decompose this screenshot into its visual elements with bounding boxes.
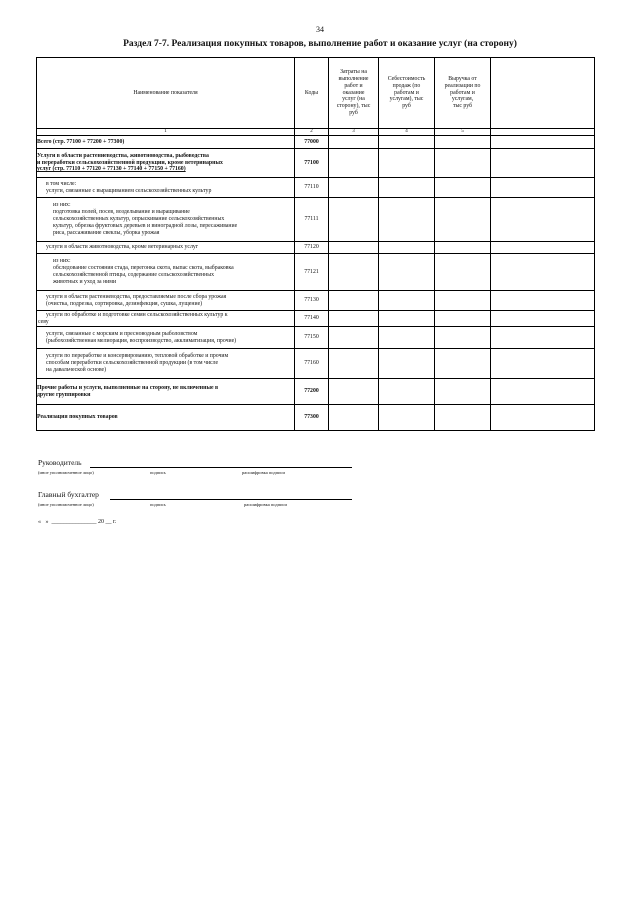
value-cell[interactable] (379, 379, 435, 405)
row-code: 77200 (295, 379, 329, 405)
table-row (37, 136, 595, 149)
row-name: Прочие работы и услуги, выполненные на сторону, не включенные в другие группировки (37, 379, 295, 405)
value-cell[interactable] (435, 405, 491, 431)
value-cell[interactable] (379, 349, 435, 379)
table-row (37, 379, 595, 405)
value-cell[interactable] (379, 327, 435, 349)
value-cell[interactable] (379, 291, 435, 311)
value-cell[interactable] (435, 291, 491, 311)
section-title: Раздел 7-7. Реализация покупных товаров, выполнение работ и оказание услуг (на сторону) (123, 39, 517, 49)
header-code: Коды (295, 58, 329, 129)
column-number: 4 (379, 129, 435, 136)
value-cell[interactable] (329, 136, 379, 149)
value-cell[interactable] (435, 242, 491, 254)
row-name: услуги в области животноводства, кроме ветеринарных услуг (37, 242, 295, 254)
row-code: 77160 (295, 349, 329, 379)
date-line[interactable]: « » _______________ 20 __ г. (38, 519, 117, 525)
row-code: 77111 (295, 198, 329, 242)
table-row (37, 254, 595, 291)
value-cell[interactable] (379, 311, 435, 327)
row-name: Реализация покупных товаров (37, 405, 295, 431)
value-cell[interactable] (435, 254, 491, 291)
row-code: 77100 (295, 149, 329, 178)
value-cell[interactable] (379, 242, 435, 254)
row-name: Услуги в области растениеводства, животноводства, рыбоводства и переработки сельскохозяйственной продукции, кроме ветеринарных услуг (стр. 77110 + 77120 + 77130 + 77140 + 77150 + 77160) (37, 149, 295, 178)
row-name: Всего (стр. 77100 + 77200 + 77300) (37, 136, 295, 149)
head-decoding-caption: расшифровка подписи (242, 470, 285, 475)
row-name: услуги, связанные с морским и пресноводным рыболовством (рыбохозяйственная мелиорация, воспроизводство, акклиматизация, прочие) (37, 327, 295, 349)
row-code: 77000 (295, 136, 329, 149)
report-table (36, 57, 595, 431)
head-signature-caption: подпись (150, 470, 166, 475)
value-cell[interactable] (379, 136, 435, 149)
value-cell[interactable] (379, 405, 435, 431)
row-code: 77121 (295, 254, 329, 291)
value-cell[interactable] (329, 291, 379, 311)
row-name: из них: обследование состояния стада, перегонка скота, выпас скота, выбраковка сельскохозяйственной птицы, содержание сельскохозяйственных животных и уход за ними (37, 254, 295, 291)
value-cell[interactable] (329, 311, 379, 327)
header-revenue: Выручка от реализации по работам и услугам, тыс руб (435, 58, 491, 129)
row-code: 77140 (295, 311, 329, 327)
value-cell[interactable] (435, 349, 491, 379)
value-cell[interactable] (329, 405, 379, 431)
accountant-signature-caption: подпись (150, 502, 166, 507)
value-cell[interactable] (379, 198, 435, 242)
column-number: 2 (295, 129, 329, 136)
head-signature-line[interactable] (90, 467, 352, 468)
table-row (37, 311, 595, 327)
page-number: 34 (316, 25, 324, 34)
value-cell[interactable] (329, 242, 379, 254)
header-selfcost: Себестоимость продаж (по работам и услугам), тыс руб (379, 58, 435, 129)
row-name: в том числе: услуги, связанные с выращиванием сельскохозяйственных культур (37, 178, 295, 198)
value-cell[interactable] (435, 311, 491, 327)
table-row (37, 327, 595, 349)
row-name: услуги по обработке и подготовке семян сельскохозяйственных культур к севу (37, 311, 295, 327)
accountant-label: Главный бухгалтер (38, 490, 99, 499)
value-cell[interactable] (435, 198, 491, 242)
value-cell[interactable] (379, 254, 435, 291)
value-cell[interactable] (329, 178, 379, 198)
value-cell[interactable] (435, 149, 491, 178)
accountant-decoding-caption: расшифровка подписи (244, 502, 287, 507)
table-row (37, 178, 595, 198)
row-code: 77110 (295, 178, 329, 198)
head-position-caption: (иное уполномоченное лицо) (38, 470, 94, 475)
table-row (37, 242, 595, 254)
header-costs: Затраты на выполнение работ и оказание услуг (на сторону), тыс руб (329, 58, 379, 129)
row-name: из них: подготовка полей, посев, возделывание и выращивание сельскохозяйственных культур, опрыскивание сельскохозяйственных культур, обрезка фруктовых деревьев и виноградной лозы, пересаживание риса, рассаживание свеклы, уборка урожая (37, 198, 295, 242)
value-cell[interactable] (435, 327, 491, 349)
table-row (37, 349, 595, 379)
accountant-position-caption: (иное уполномоченное лицо) (38, 502, 94, 507)
column-number: 5 (435, 129, 491, 136)
accountant-signature-line[interactable] (110, 499, 352, 500)
column-number: 3 (329, 129, 379, 136)
column-number: 1 (37, 129, 295, 136)
row-name: услуги в области растениеводства, предоставляемые после сбора урожая (очистка, подрезка, сортировка, дезинфекция, сушка, лущение) (37, 291, 295, 311)
value-cell[interactable] (329, 198, 379, 242)
table-row (37, 198, 595, 242)
row-name: услуги по переработке и консервированию, тепловой обработке и прочим способам переработки сельскохозяйственной продукции (в том числе на давальческой основе) (37, 349, 295, 379)
head-label: Руководитель (38, 458, 82, 467)
column-number-row (37, 129, 595, 136)
value-cell[interactable] (379, 149, 435, 178)
row-code: 77130 (295, 291, 329, 311)
value-cell[interactable] (329, 254, 379, 291)
value-cell[interactable] (329, 327, 379, 349)
value-cell[interactable] (435, 379, 491, 405)
value-cell[interactable] (435, 136, 491, 149)
header-empty (491, 58, 595, 129)
table-row (37, 291, 595, 311)
header-name: Наименование показателя (37, 58, 295, 129)
value-cell[interactable] (379, 178, 435, 198)
value-cell[interactable] (329, 379, 379, 405)
table-row (37, 405, 595, 431)
row-code: 77120 (295, 242, 329, 254)
value-cell[interactable] (329, 149, 379, 178)
value-cell[interactable] (329, 349, 379, 379)
row-code: 77300 (295, 405, 329, 431)
value-cell[interactable] (435, 178, 491, 198)
table-row (37, 149, 595, 178)
row-code: 77150 (295, 327, 329, 349)
